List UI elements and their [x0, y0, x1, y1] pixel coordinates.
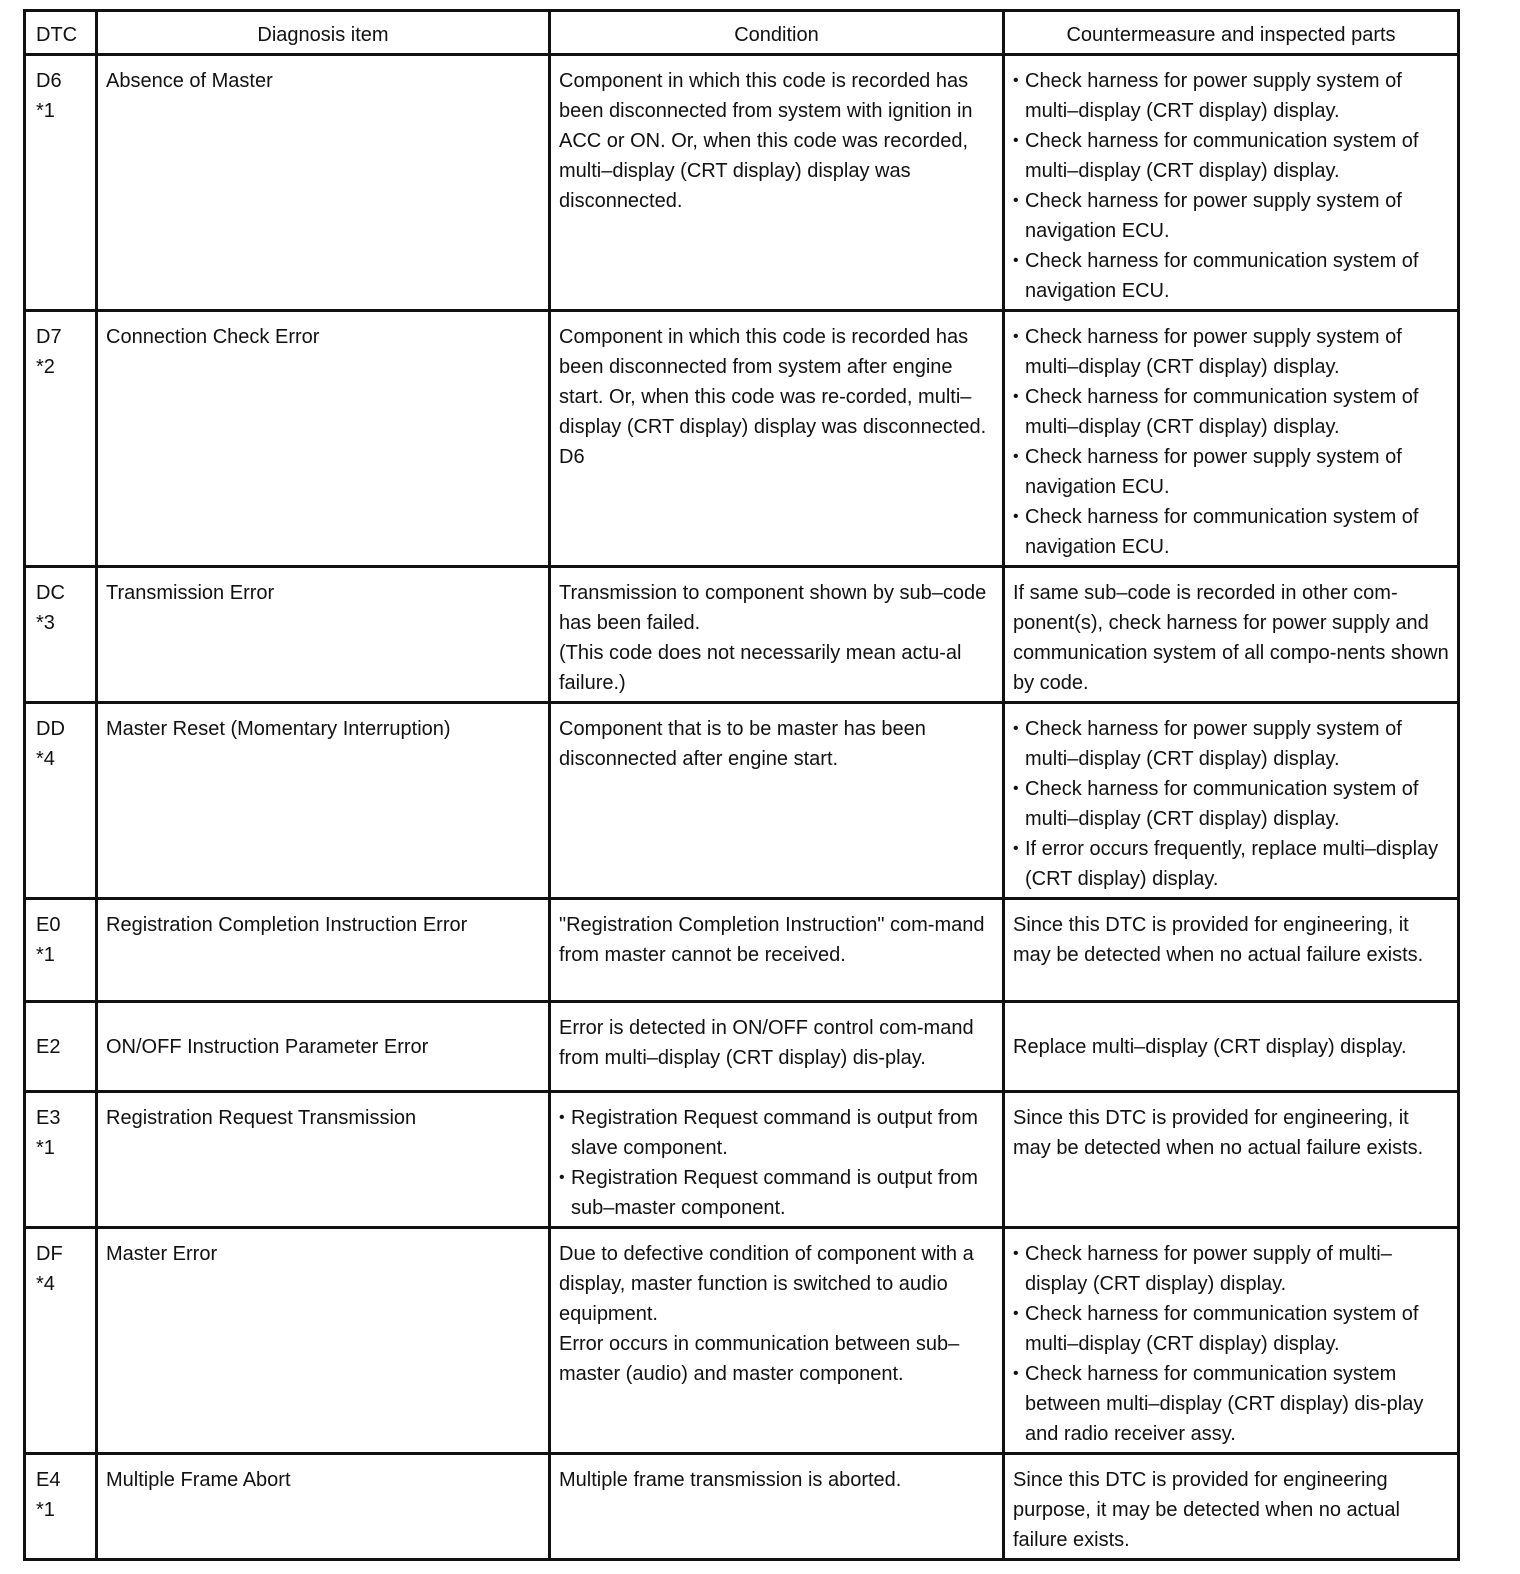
condition-cell [550, 1002, 1004, 1092]
diagnosis-item-text: Transmission Error [106, 582, 275, 604]
condition-text: Component in which this code is recorded has been disconnected from system after engine start. Or, when this code was re-corded, multi–display (CRT display) display was disconnected. [559, 326, 987, 438]
header-condition: Condition [550, 11, 1004, 55]
dtc-note: *1 [36, 944, 55, 966]
diagnosis-item-text: Multiple Frame Abort [106, 1469, 291, 1491]
diagnosis-item-cell [97, 703, 550, 899]
dtc-note: *2 [36, 356, 55, 378]
condition-bullet: • Registration Request command is output from sub–master component. [559, 1163, 994, 1223]
condition-text: Multiple frame transmission is aborted. [559, 1469, 902, 1491]
dtc-cell [25, 703, 97, 899]
dtc-code: E0 [36, 914, 61, 936]
countermeasure-cell [1004, 1228, 1459, 1454]
countermeasure-list [1013, 322, 1449, 562]
condition-text: D6 [559, 446, 585, 468]
condition-cell [550, 899, 1004, 1002]
countermeasure-bullet: • Check harness for communication system of navigation ECU. [1013, 246, 1449, 306]
condition-cell [550, 1092, 1004, 1228]
table-row [25, 567, 1459, 703]
condition-text: Component that is to be master has been disconnected after engine start. [559, 718, 926, 770]
condition-text: (This code does not necessarily mean actu-al failure.) [559, 642, 962, 694]
dtc-cell [25, 1454, 97, 1560]
dtc-note: *4 [36, 748, 55, 770]
header-dtc: DTC [25, 11, 97, 55]
countermeasure-list [1013, 66, 1449, 306]
countermeasure-text: If same sub–code is recorded in other com-ponent(s), check harness for power supply and communication system of all compo-nents shown by code. [1013, 582, 1449, 694]
condition-text: Error is detected in ON/OFF control com-mand from multi–display (CRT display) dis-play. [559, 1017, 974, 1069]
countermeasure-bullet: • Check harness for power supply system of multi–display (CRT display) display. [1013, 322, 1449, 382]
countermeasure-bullet: • Check harness for power supply system of navigation ECU. [1013, 442, 1449, 502]
condition-cell [550, 1454, 1004, 1560]
dtc-code: E3 [36, 1107, 61, 1129]
dtc-code: DF [36, 1243, 63, 1265]
countermeasure-bullet: • Check harness for power supply system of multi–display (CRT display) display. [1013, 66, 1449, 126]
countermeasure-text: Since this DTC is provided for engineering, it may be detected when no actual failure exists. [1013, 1107, 1424, 1159]
diagnosis-item-cell [97, 1002, 550, 1092]
condition-list [559, 1103, 994, 1223]
diagnosis-item-text: Connection Check Error [106, 326, 320, 348]
table-row [25, 703, 1459, 899]
diagnosis-item-cell [97, 1454, 550, 1560]
table-row [25, 1228, 1459, 1454]
table-row [25, 1454, 1459, 1560]
countermeasure-cell [1004, 1002, 1459, 1092]
dtc-table [23, 9, 1460, 1561]
diagnosis-item-text: Registration Completion Instruction Error [106, 914, 468, 936]
table-row [25, 1092, 1459, 1228]
condition-text: Component in which this code is recorded has been disconnected from system with ignition in ACC or ON. Or, when this code was recorded, multi–display (CRT display) display was disconnected. [559, 70, 973, 212]
countermeasure-bullet: • Check harness for power supply system of navigation ECU. [1013, 186, 1449, 246]
countermeasure-cell [1004, 1092, 1459, 1228]
countermeasure-bullet: • Check harness for communication system of multi–display (CRT display) display. [1013, 126, 1449, 186]
countermeasure-list [1013, 1239, 1449, 1449]
table-row [25, 311, 1459, 567]
diagnosis-item-cell [97, 567, 550, 703]
diagnosis-item-cell [97, 1228, 550, 1454]
diagnosis-item-text: Master Reset (Momentary Interruption) [106, 718, 451, 740]
dtc-cell [25, 567, 97, 703]
diagnosis-item-text: Absence of Master [106, 70, 273, 92]
countermeasure-cell [1004, 703, 1459, 899]
countermeasure-bullet: • Check harness for power supply of multi–display (CRT display) display. [1013, 1239, 1449, 1299]
dtc-code: D6 [36, 70, 62, 92]
dtc-cell [25, 311, 97, 567]
condition-bullet: • Registration Request command is output from slave component. [559, 1103, 994, 1163]
diagnosis-item-cell [97, 55, 550, 311]
condition-cell [550, 55, 1004, 311]
dtc-code: E4 [36, 1469, 61, 1491]
dtc-note: *1 [36, 1499, 55, 1521]
diagnosis-item-cell [97, 1092, 550, 1228]
dtc-cell [25, 1002, 97, 1092]
countermeasure-text: Since this DTC is provided for engineering purpose, it may be detected when no actual failure exists. [1013, 1469, 1400, 1551]
diagnosis-item-text: Registration Request Transmission [106, 1107, 417, 1129]
countermeasure-cell [1004, 55, 1459, 311]
header-diagnosis-item: Diagnosis item [97, 11, 550, 55]
countermeasure-bullet: • Check harness for communication system of multi–display (CRT display) display. [1013, 774, 1449, 834]
header-row [25, 11, 1459, 55]
dtc-cell [25, 1092, 97, 1228]
diagnosis-item-text: Master Error [106, 1243, 218, 1265]
condition-text: Due to defective condition of component with a display, master function is switched to audio equipment. [559, 1243, 974, 1325]
table-row [25, 55, 1459, 311]
condition-cell [550, 1228, 1004, 1454]
condition-text: "Registration Completion Instruction" com-mand from master cannot be received. [559, 914, 985, 966]
countermeasure-bullet: • Check harness for power supply system of multi–display (CRT display) display. [1013, 714, 1449, 774]
condition-cell [550, 703, 1004, 899]
dtc-code: D7 [36, 326, 62, 348]
countermeasure-bullet: • Check harness for communication system between multi–display (CRT display) dis-play and radio receiver assy. [1013, 1359, 1449, 1449]
diagnosis-item-text: ON/OFF Instruction Parameter Error [106, 1035, 429, 1058]
countermeasure-bullet: • Check harness for communication system of multi–display (CRT display) display. [1013, 1299, 1449, 1359]
condition-cell [550, 567, 1004, 703]
dtc-cell [25, 1228, 97, 1454]
dtc-code: DD [36, 718, 65, 740]
countermeasure-bullet: • Check harness for communication system of multi–display (CRT display) display. [1013, 382, 1449, 442]
countermeasure-cell [1004, 567, 1459, 703]
condition-text: Error occurs in communication between sub–master (audio) and master component. [559, 1333, 960, 1385]
dtc-note: *4 [36, 1273, 55, 1295]
dtc-note: *1 [36, 100, 55, 122]
countermeasure-text: Replace multi–display (CRT display) display. [1013, 1035, 1407, 1058]
countermeasure-list [1013, 714, 1449, 894]
header-countermeasure: Countermeasure and inspected parts [1004, 11, 1459, 55]
countermeasure-cell [1004, 311, 1459, 567]
countermeasure-cell [1004, 1454, 1459, 1560]
dtc-code: DC [36, 582, 65, 604]
dtc-cell [25, 55, 97, 311]
countermeasure-text: Since this DTC is provided for engineering, it may be detected when no actual failure exists. [1013, 914, 1424, 966]
condition-cell [550, 311, 1004, 567]
countermeasure-bullet: • Check harness for communication system of navigation ECU. [1013, 502, 1449, 562]
dtc-cell [25, 899, 97, 1002]
dtc-note: *1 [36, 1137, 55, 1159]
dtc-note: *3 [36, 612, 55, 634]
countermeasure-cell [1004, 899, 1459, 1002]
diagnosis-item-cell [97, 311, 550, 567]
condition-text: Transmission to component shown by sub–code has been failed. [559, 582, 987, 634]
dtc-code: E2 [36, 1035, 61, 1058]
table-row [25, 1002, 1459, 1092]
countermeasure-bullet: • If error occurs frequently, replace multi–display (CRT display) display. [1013, 834, 1449, 894]
table-row [25, 899, 1459, 1002]
diagnosis-item-cell [97, 899, 550, 1002]
